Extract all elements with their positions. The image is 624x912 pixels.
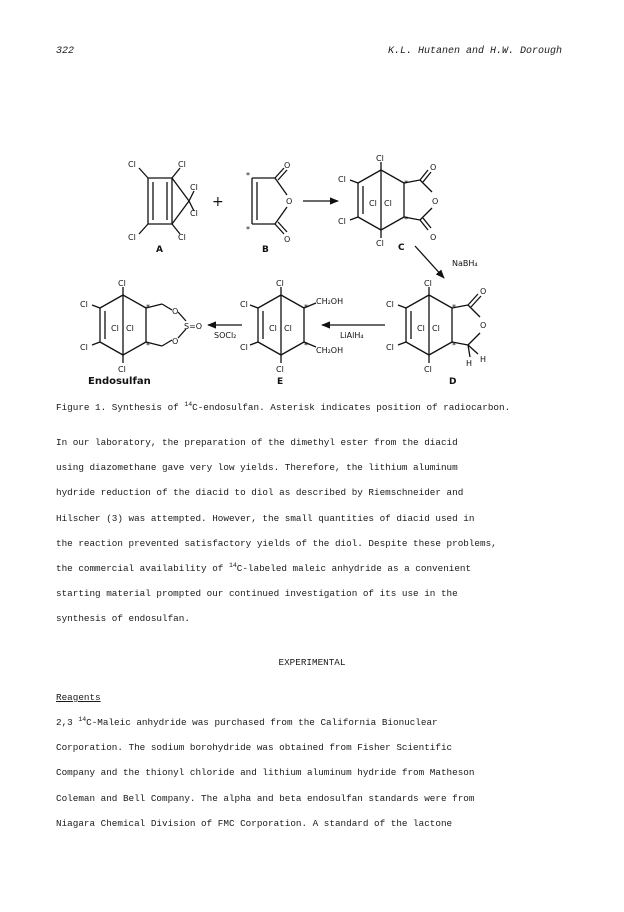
atom-cl: Cl	[276, 279, 284, 288]
atom-cl: Cl	[376, 239, 384, 248]
atom-cl: Cl	[128, 233, 136, 242]
atom-cl: Cl	[384, 199, 392, 208]
reagent-socl2: SOCl₂	[214, 331, 237, 340]
atom-cl: Cl	[80, 343, 88, 352]
asterisk-label: *	[246, 171, 250, 180]
compound-e-structure	[250, 287, 316, 363]
atom-h: H	[466, 359, 473, 368]
atom-cl: Cl	[240, 343, 248, 352]
atom-cl: Cl	[118, 279, 126, 288]
page-header	[56, 46, 562, 60]
paragraph-line: In our laboratory, the preparation of the dimethyl ester from the diacid	[56, 437, 458, 448]
paragraph-line: Coleman and Bell Company. The alpha and beta endosulfan standards were from	[56, 792, 475, 804]
group-ch2oh: CH₂OH	[316, 297, 344, 306]
atom-o: O	[284, 161, 291, 170]
group-ch2oh: CH₂OH	[316, 346, 344, 355]
atom-cl: Cl	[128, 160, 136, 169]
page-number: 322	[56, 46, 75, 57]
reagent-lialh4: LiAlH₄	[340, 331, 364, 340]
atom-cl: Cl	[276, 365, 284, 374]
arrow-c-to-d	[415, 246, 444, 278]
line-text: 2,3	[56, 717, 79, 728]
paragraph-line: the reaction prevented satisfactory yields of the diol. Despite these problems,	[56, 537, 497, 549]
group-sulfinyl: S=O	[184, 322, 203, 331]
atom-cl: Cl	[338, 175, 346, 184]
paragraph-line: Niagara Chemical Division of FMC Corporation. A standard of the lactone	[56, 817, 453, 829]
compound-label-b: B	[262, 245, 269, 255]
plus-sign: +	[212, 194, 224, 210]
paragraph-line	[56, 710, 576, 735]
atom-o: O	[172, 337, 179, 346]
atom-o: O	[430, 233, 437, 242]
subheading-reagents: Reagents	[56, 692, 101, 703]
compound-label-d: D	[449, 377, 457, 387]
asterisk-label: *	[304, 303, 308, 312]
asterisk-label: *	[404, 215, 408, 224]
asterisk-label: *	[452, 341, 456, 350]
atom-cl: Cl	[111, 324, 119, 333]
paragraph-1	[56, 430, 576, 632]
atom-cl: Cl	[386, 300, 394, 309]
atom-cl: Cl	[417, 324, 425, 333]
atom-cl: Cl	[269, 324, 277, 333]
compound-a-structure	[139, 168, 194, 234]
atom-cl: Cl	[118, 365, 126, 374]
asterisk-label: *	[146, 341, 150, 350]
figure-caption	[56, 402, 576, 413]
compound-label-c: C	[398, 243, 405, 253]
line-text: the commercial availability of	[56, 563, 229, 575]
atom-cl: Cl	[178, 160, 186, 169]
section-heading: EXPERIMENTAL	[278, 657, 346, 668]
isotope-superscript: 14	[78, 716, 87, 723]
line-text: C-labeled maleic anhydride as a convenient	[236, 563, 472, 575]
isotope-superscript: 14	[228, 562, 237, 570]
paragraph-2	[56, 710, 576, 836]
atom-cl: Cl	[284, 324, 292, 333]
caption-text: C-endosulfan. Asterisk indicates position of radiocarbon.	[192, 402, 511, 413]
compound-label-a: A	[156, 245, 163, 255]
endosulfan-structure	[92, 287, 186, 363]
paragraph-line: starting material prompted our continued investigation of its use in the	[56, 588, 458, 600]
caption-prefix: Figure 1. Synthesis of	[56, 402, 185, 413]
reagent-nabh4: NaBH₄	[452, 259, 478, 268]
asterisk-label: *	[452, 303, 456, 312]
paragraph-line	[56, 556, 576, 581]
atom-cl: Cl	[190, 183, 198, 192]
paragraph-line: synthesis of endosulfan.	[56, 613, 190, 625]
asterisk-label: *	[304, 341, 308, 350]
atom-o: O	[286, 197, 293, 206]
caption-isotope: 14	[184, 401, 193, 408]
line-text: C-Maleic anhydride was purchased from the California Bionuclear	[86, 717, 438, 728]
atom-cl: Cl	[80, 300, 88, 309]
paragraph-line: Company and the thionyl chloride and lithium aluminum hydride from Matheson	[56, 767, 475, 779]
atom-cl: Cl	[126, 324, 134, 333]
asterisk-label: *	[246, 225, 250, 234]
asterisk-label: *	[146, 303, 150, 312]
running-authors: K.L. Hutanen and H.W. Dorough	[387, 46, 562, 57]
paragraph-line: using diazomethane gave very low yields. Therefore, the lithium aluminum	[56, 462, 458, 474]
atom-o: O	[432, 197, 439, 206]
atom-cl: Cl	[424, 279, 432, 288]
compound-b-structure	[252, 168, 287, 234]
atom-h: H	[480, 355, 487, 364]
atom-o: O	[480, 321, 487, 330]
paragraph-line: Hilscher (3) was attempted. However, the small quantities of diacid used in	[56, 512, 475, 524]
atom-cl: Cl	[376, 154, 384, 163]
atom-cl: Cl	[240, 300, 248, 309]
atom-cl: Cl	[190, 209, 198, 218]
atom-cl: Cl	[338, 217, 346, 226]
compound-label-endosulfan: Endosulfan	[88, 376, 151, 387]
atom-o: O	[480, 287, 487, 296]
atom-cl: Cl	[432, 324, 440, 333]
atom-cl: Cl	[424, 365, 432, 374]
atom-cl: Cl	[386, 343, 394, 352]
atom-cl: Cl	[178, 233, 186, 242]
paragraph-line: Corporation. The sodium borohydride was obtained from Fisher Scientific	[56, 742, 453, 754]
compound-label-e: E	[277, 377, 284, 387]
atom-cl: Cl	[369, 199, 377, 208]
synthesis-scheme-figure	[0, 140, 624, 400]
atom-o: O	[430, 163, 437, 172]
paragraph-line: hydride reduction of the diacid to diol as described by Riemschneider and	[56, 487, 464, 499]
asterisk-label: *	[404, 179, 408, 188]
atom-o: O	[172, 307, 179, 316]
atom-o: O	[284, 235, 291, 244]
